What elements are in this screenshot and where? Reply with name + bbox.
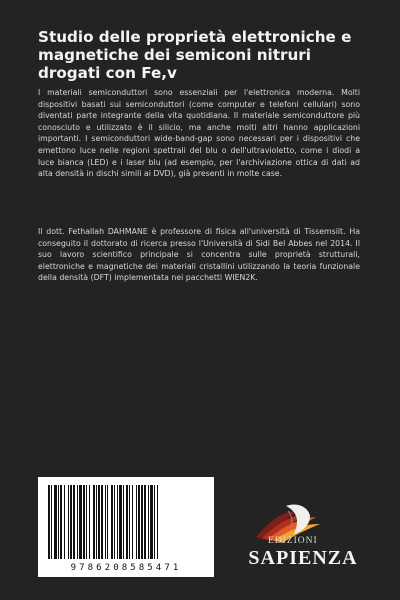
barcode-bar [111, 485, 113, 559]
barcode-bar [64, 485, 65, 559]
barcode-bar [101, 485, 103, 559]
barcode-bar [73, 485, 75, 559]
barcode-bar [136, 485, 137, 559]
barcode-bar [68, 485, 69, 559]
barcode-bar [96, 485, 97, 559]
barcode-bar [138, 485, 140, 559]
author-bio: Il dott. Fethallah DAHMANE è professore di fisica all'università di Tissemsilt. Ha conseguito il dottorato di ricerca presso l'Università di Sidi Bel Abbes nel 2014. Il suo lavoro scientifico principale si concentra sulle proprietà strutturali, elettroniche e magnetiche dei materiali cristallini utilizzando la teoria funzionale della densità (DFT) implementata nei pacchetti WIEN2K. [38, 227, 360, 283]
barcode-bar [70, 485, 72, 559]
barcode-bar [107, 485, 108, 559]
barcode-bar [98, 485, 100, 559]
barcode-bar [83, 485, 85, 559]
publisher-small-label: EDIZIONI [268, 536, 318, 546]
barcode-bar [79, 485, 82, 559]
barcode-bar [126, 485, 128, 559]
barcode-bar [117, 485, 118, 559]
book-description: I materiali semiconduttori sono essenziali per l'elettronica moderna. Molti dispositivi basati sui semiconduttori (come computer e telefoni cellulari) sono diventati parte integrante della vita quotidiana. Il materiale semiconduttore più conosciuto e utilizzato è il silicio, ma anche molti altri hanno applicazioni importanti. I semiconduttori wide-band-gap sono necessari per i dispositivi che emettono luce nelle regioni spettrali del blu o dell'ultravioletto, come i diodi a luce bianca (LED) e i laser blu (ad esempio, per l'archiviazione ottica di dati ad alta densità in dischi simili ai DVD), già presenti in molte case. [38, 88, 360, 179]
barcode-bar [58, 485, 59, 559]
barcode-bar [60, 485, 62, 559]
barcode-bar [93, 485, 95, 559]
barcode-bar [86, 485, 87, 559]
barcode-bar [77, 485, 78, 559]
barcode-bars [48, 485, 204, 559]
barcode-bar [51, 485, 52, 559]
barcode-bar [132, 485, 133, 559]
barcode-bar [89, 485, 90, 559]
barcode-bar [141, 485, 143, 559]
barcode-bar [148, 485, 149, 559]
barcode-bar [114, 485, 115, 559]
barcode-bar [150, 485, 153, 559]
barcode-bar [157, 485, 158, 559]
barcode-bar [119, 485, 122, 559]
barcode-bar [154, 485, 155, 559]
barcode-bar [48, 485, 50, 559]
publisher-name: SAPIENZA [248, 547, 358, 569]
isbn-number: 9786208585471 [70, 563, 182, 573]
barcode-bar [144, 485, 146, 559]
barcode-bar [129, 485, 130, 559]
barcode-bar [123, 485, 124, 559]
publisher-logo-block [230, 500, 370, 582]
book-title: Studio delle proprietà elettroniche e magnetiche dei semiconi nitruri drogati con Fe,v [38, 28, 352, 82]
barcode-bar [105, 485, 106, 559]
barcode [38, 477, 214, 577]
barcode-bar [54, 485, 57, 559]
